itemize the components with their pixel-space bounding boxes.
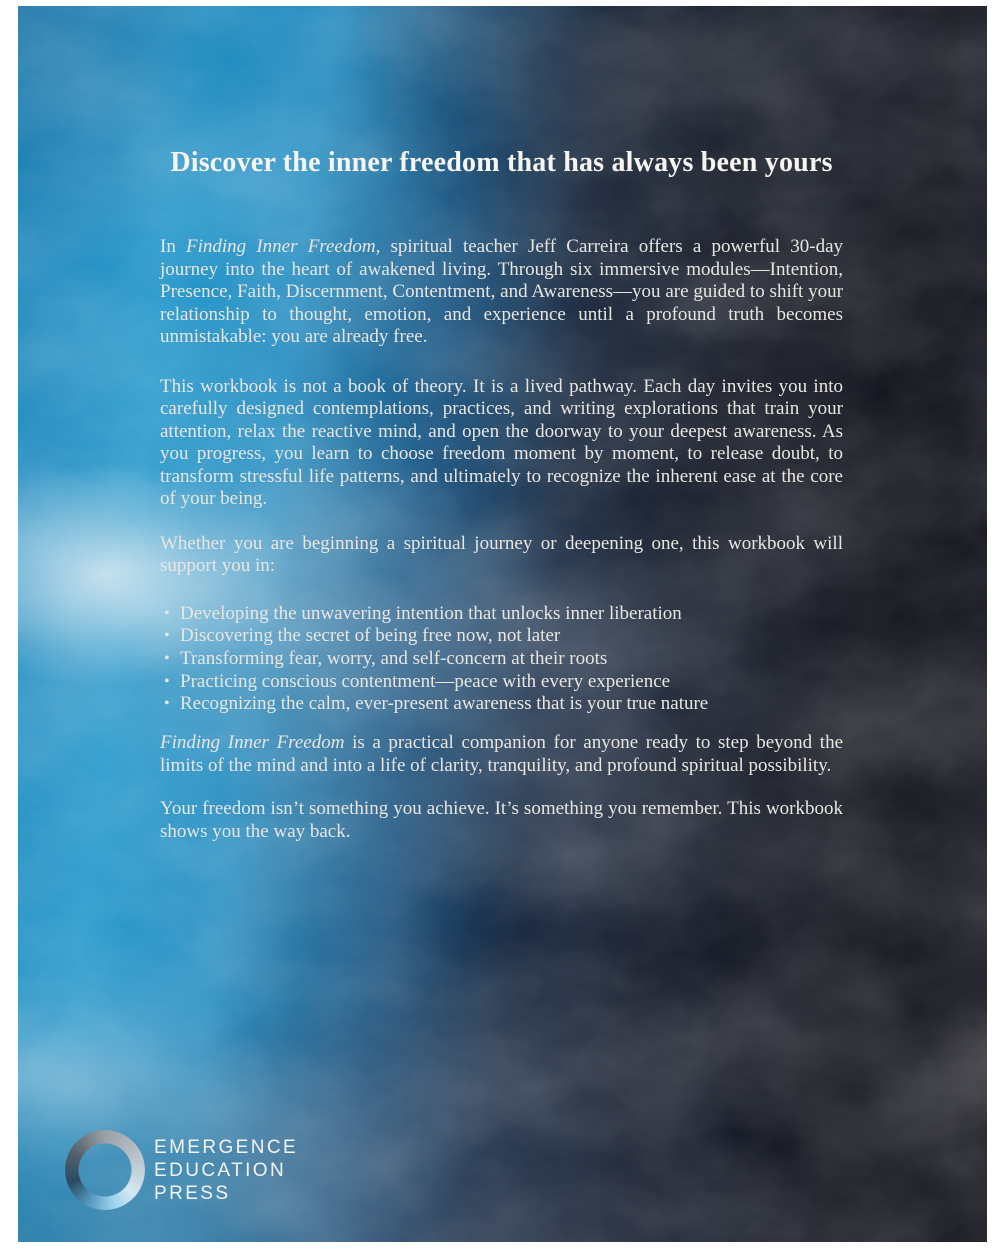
workbook-paragraph: This workbook is not a book of theory. It is a lived pathway. Each day invites you into carefully designed contemplations, practices, and writing explorations that train your attention, relax the reactive mind, and open the doorway to your deepest awareness. As you progress, you learn to choose freedom moment by moment, to release doubt, to transform stressful life patterns, and ultimately to recognize the inherent ease at the core of your being. [160,375,843,509]
list-item-text: Developing the unwavering intention that unlocks inner liberation [180,602,682,624]
publisher-name-line: EMERGENCE [154,1136,299,1158]
intro-rest: spiritual teacher Jeff Carreira offers a powerful 30-day journey into the heart of awakened living. Through six immersive modules—Intention, Presence, Faith, Discernment, Contentment, and Awareness—you are guided to shift your relationship to thought, emotion, and experience until a profound truth becomes unmistakable: you are already free. [160,236,843,347]
benefits-list [160,603,843,717]
companion-paragraph [160,732,843,777]
intro-paragraph [160,236,843,349]
bullet-icon: • [164,649,170,667]
bullet-icon: • [164,695,170,713]
headline: Discover the inner freedom that has always been yours [170,147,833,178]
publisher-name-line: PRESS [154,1182,231,1204]
list-item-text: Discovering the secret of being free now, not later [180,625,561,647]
publisher-name-line: EDUCATION [154,1159,287,1181]
intro-pre: In [160,236,187,257]
emergence-ring-icon [65,1130,145,1210]
bullet-icon: • [164,672,170,690]
book-title-italic: Finding Inner Freedom, [186,236,381,257]
cover-content [160,6,843,843]
publisher-logo [65,1130,298,1210]
whether-paragraph: Whether you are beginning a spiritual journey or deepening one, this workbook will support you in: [160,532,843,576]
list-item-text: Recognizing the calm, ever-present awareness that is your true nature [180,693,709,715]
closing-paragraph: Your freedom isn’t something you achieve. It’s something you remember. This workbook shows you the way back. [160,798,843,842]
list-item [160,625,843,648]
list-item [160,693,843,716]
companion-rest: is a practical companion for anyone ready to step beyond the limits of the mind and into a life of clarity, tranquility, and profound spiritual possibility. [160,732,843,776]
list-item [160,648,843,671]
publisher-name [154,1136,298,1205]
list-item-text: Practicing conscious contentment—peace with every experience [180,670,671,692]
book-title-italic: Finding Inner Freedom [160,732,345,754]
list-item [160,603,843,626]
list-item-text: Transforming fear, worry, and self-concern at their roots [180,647,608,669]
bullet-icon: • [164,627,170,645]
list-item [160,671,843,694]
bullet-icon: • [164,604,170,622]
book-back-cover [18,6,987,1242]
